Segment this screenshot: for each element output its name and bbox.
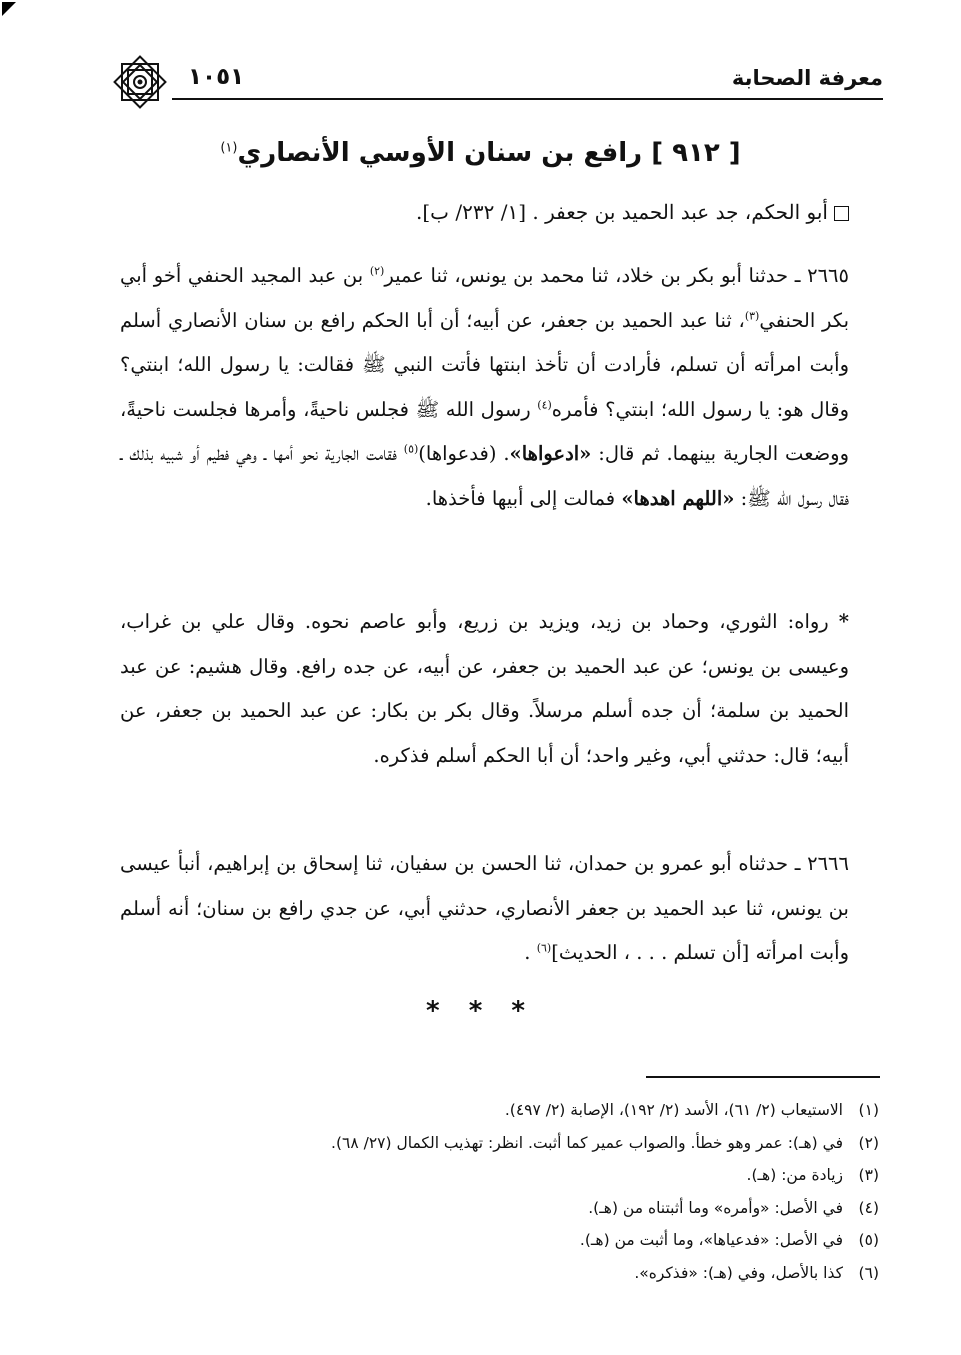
hadith-text: . bbox=[524, 941, 537, 964]
entry-title-text: [ ٩١٢ ] رافع بن سنان الأوسي الأنصاري bbox=[237, 138, 741, 168]
footnote-ref-4: (٤) bbox=[537, 398, 552, 411]
corner-mark bbox=[2, 2, 16, 16]
page-number: ١٠٥١ bbox=[188, 64, 245, 90]
footnote-text: كذا بالأصل، وفي (هـ): «فذكره». bbox=[634, 1263, 843, 1282]
hadith-text: ٢٦٦٥ ـ حدثنا أبو بكر بن خلاد، ثنا محمد بن يونس، ثنا عمير bbox=[384, 264, 849, 287]
kunya-line bbox=[416, 200, 849, 224]
ornament-icon bbox=[108, 50, 172, 114]
hadith-text: بن عبد المجيد الحنفي أخو أبي بكر الحنفي bbox=[120, 264, 849, 332]
prophetic-quote: «ادعواها» bbox=[509, 442, 592, 465]
hadith-2666 bbox=[120, 842, 849, 976]
hadith-text: فقامت الجارية نحو أمها ـ وهي فطيم أو شبيه بذلك ـ فقال رسول الله ﷺ: bbox=[120, 442, 849, 510]
footnote-number: (٥) bbox=[858, 1231, 879, 1249]
footnote-number: (٢) bbox=[858, 1133, 879, 1152]
footnote-text: في الأصل: «وأمره» وما أثبتناه من (هـ). bbox=[588, 1198, 843, 1217]
running-title: معرفة الصحابة bbox=[731, 66, 883, 90]
header-rule bbox=[172, 98, 883, 100]
footnote-item bbox=[331, 1159, 879, 1192]
kunya-text: أبو الحكم، جد عبد الحميد بن جعفر . [١/ ٢٣٢/ ب]. bbox=[416, 200, 828, 224]
footnote-number: (٦) bbox=[858, 1263, 879, 1282]
footnote-text: زيادة من: (هـ). bbox=[746, 1166, 843, 1184]
footnote-number: (٣) bbox=[858, 1166, 879, 1184]
footnote-ref-3: (٣) bbox=[744, 309, 760, 322]
narration-paragraph bbox=[120, 600, 849, 778]
star-marker: * bbox=[838, 610, 849, 633]
hadith-text: ، ثنا عبد الحميد بن جعفر، عن أبيه؛ أن أبا الحكم رافع بن سنان الأنصاري أسلم وأبت امرأته أن تسلم، فأرادت أن تأخذ ابنتها فأتت النبي ﷺ فقالت: يا رسول الله؛ ابنتي؟ وقال هو: يا رسول الله؛ ابنتي؟ فأمره bbox=[120, 308, 850, 421]
footnote-item bbox=[331, 1094, 879, 1127]
footnote-number: (٤) bbox=[858, 1198, 879, 1217]
footnote-ref-1: (١) bbox=[220, 140, 238, 156]
footnote-text: في الأصل: «فدعياها»، وما أثبت من (هـ). bbox=[579, 1231, 843, 1249]
page-header bbox=[108, 58, 883, 114]
hadith-text: رسول الله ﷺ فجلس ناحيةً، وأمرها فجلست ناحيةً، ووضعت الجارية بينهما. ثم قال: bbox=[120, 397, 849, 465]
footnote-ref-5: (٥) bbox=[403, 442, 419, 456]
section-separator: * * * bbox=[426, 996, 535, 1026]
entry-title bbox=[100, 138, 861, 168]
footnote-text: في (هـ): عمر وهو خطأ. والصواب عمير كما أثبت. انظر: تهذيب الكمال (٢٧/ ٦٨). bbox=[331, 1133, 843, 1152]
hadith-text: ٢٦٦٦ ـ حدثناه أبو عمرو بن حمدان، ثنا الحسن بن سفيان، ثنا إسحاق بن إبراهيم، أنبأ عيسى بن يونس، ثنا عبد الحميد بن جعفر الأنصاري، حدثني أبي، عن جدي رافع بن سنان؛ أنه أسلم وأبت امرأته [أن تسلم . . . ، الحديث] bbox=[120, 852, 849, 964]
footnote-item bbox=[331, 1192, 879, 1225]
footnotes-list bbox=[331, 1094, 879, 1289]
footnote-rule bbox=[646, 1076, 880, 1078]
footnote-item bbox=[331, 1224, 879, 1257]
hadith-text: . (فدعواها) bbox=[418, 442, 510, 465]
hadith-text: فمالت إلى أبيها فأخذها. bbox=[425, 486, 622, 510]
narration-text: رواه: الثوري، وحماد بن زيد، ويزيد بن زريع، وأبو عاصم نحوه. وقال علي بن غراب، وعيسى بن يونس؛ عن عبد الحميد بن جعفر، عن أبيه، عن جده رافع. وقال هشيم: عن عبد الحميد بن سلمة؛ أن جده أسلم مرسلاً. وقال بكر بن بكار: عن عبد الحميد بن جعفر، عن أبيه؛ قال: حدثني أبي، وغير واحد؛ أن أبا الحكم أسلم فذكره. bbox=[120, 610, 849, 767]
footnote-text: الاستيعاب (٢/ ٦١)، الأسد (٢/ ١٩٢)، الإصابة (٢/ ٤٩٧). bbox=[504, 1101, 843, 1119]
hadith-2665 bbox=[120, 254, 849, 521]
prophetic-quote: «اللهم اهدها» bbox=[621, 486, 735, 510]
footnote-ref-6: (٦) bbox=[536, 941, 552, 955]
box-mark-icon bbox=[834, 206, 849, 221]
footnote-item bbox=[331, 1257, 879, 1290]
footnote-ref-2: (٢) bbox=[369, 264, 385, 278]
footnote-item bbox=[331, 1127, 879, 1160]
footnote-number: (١) bbox=[858, 1101, 879, 1119]
